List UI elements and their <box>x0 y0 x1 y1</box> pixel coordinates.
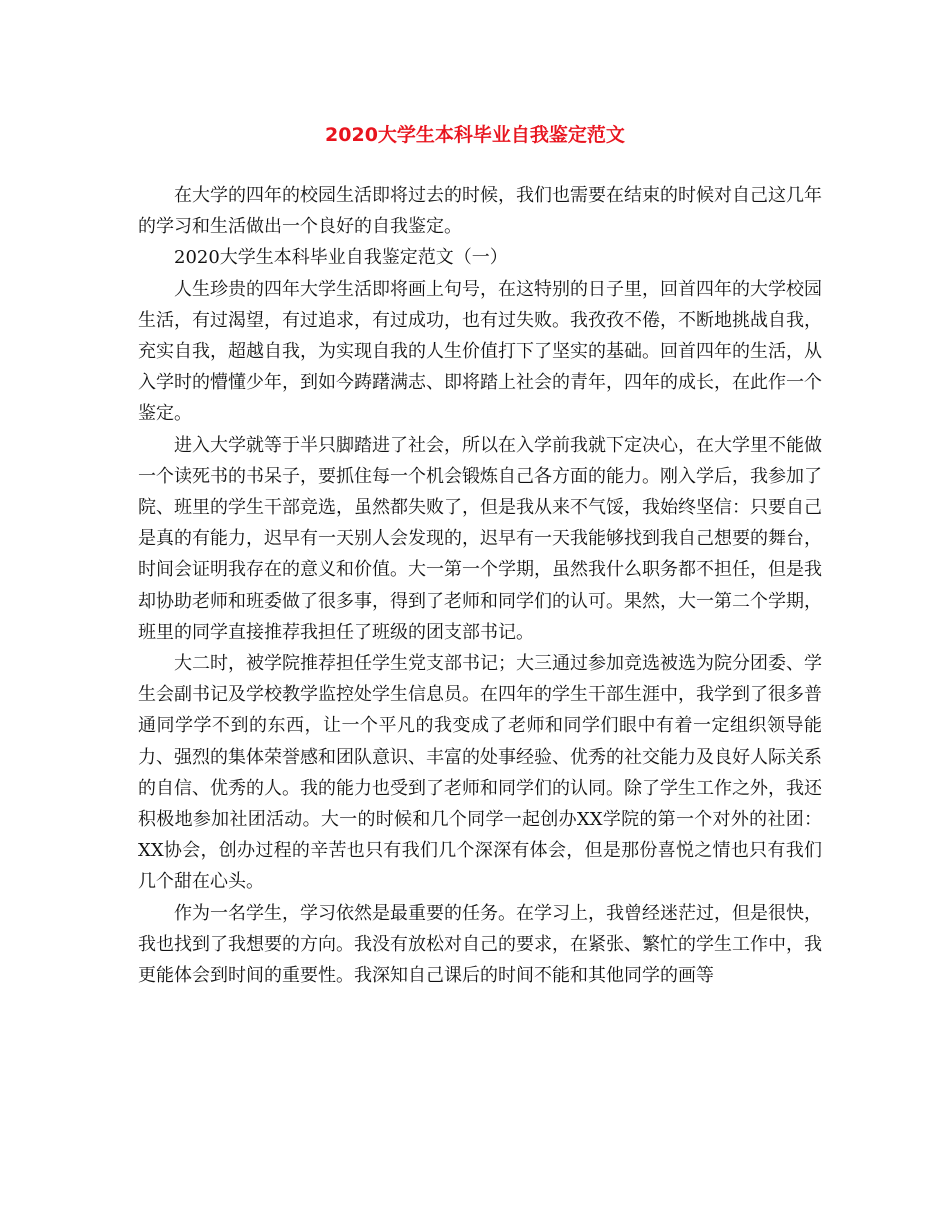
body-paragraph: 大二时，被学院推荐担任学生党支部书记；大三通过参加竞选被选为院分团委、学生会副书记及学校教学监控处学生信息员。在四年的学生干部生涯中，我学到了很多普通同学学不到的东西，让一个平凡的我变成了老师和同学们眼中有着一定组织领导能力、强烈的集体荣誉感和团队意识、丰富的处事经验、优秀的社交能力及良好人际关系的自信、优秀的人。我的能力也受到了老师和同学们的认同。除了学生工作之外，我还积极地参加社团活动。大一的时候和几个同学一起创办XX学院的第一个对外的社团：XX协会，创办过程的辛苦也只有我们几个深深有体会，但是那份喜悦之情也只有我们几个甜在心头。 <box>138 653 822 893</box>
intro-paragraph: 在大学的四年的校园生活即将过去的时候，我们也需要在结束的时候对自己这几年的学习和生活做出一个良好的自我鉴定。 <box>138 185 822 238</box>
document-title: 2020大学生本科毕业自我鉴定范文 <box>325 124 625 146</box>
body-paragraph: 进入大学就等于半只脚踏进了社会，所以在入学前我就下定决心，在大学里不能做一个读死书的书呆子，要抓住每一个机会锻炼自己各方面的能力。刚入学后，我参加了院、班里的学生干部竞选，虽然都失败了，但是我从来不气馁，我始终坚信：只要自己是真的有能力，迟早有一天别人会发现的，迟早有一天我能够找到我自己想要的舞台，时间会证明我存在的意义和价值。大一第一个学期，虽然我什么职务都不担任，但是我却协助老师和班委做了很多事，得到了老师和同学们的认可。果然，大一第二个学期，班里的同学直接推荐我担任了班级的团支部书记。 <box>138 434 822 643</box>
body-paragraph: 人生珍贵的四年大学生活即将画上句号，在这特别的日子里，回首四年的大学校园生活，有过渴望，有过追求，有过成功，也有过失败。我孜孜不倦，不断地挑战自我，充实自我，超越自我，为实现自我的人生价值打下了坚实的基础。回首四年的生活，从入学时的懵懂少年，到如今踌躇满志、即将踏上社会的青年，四年的成长，在此作一个鉴定。 <box>138 278 822 425</box>
document-body <box>138 180 822 991</box>
section-heading: 2020大学生本科毕业自我鉴定范文（一） <box>174 247 508 269</box>
body-paragraph: 作为一名学生，学习依然是最重要的任务。在学习上，我曾经迷茫过，但是很快，我也找到了我想要的方向。我没有放松对自己的要求，在紧张、繁忙的学生工作中，我更能体会到时间的重要性。我深知自己课后的时间不能和其他同学的画等 <box>138 902 822 987</box>
